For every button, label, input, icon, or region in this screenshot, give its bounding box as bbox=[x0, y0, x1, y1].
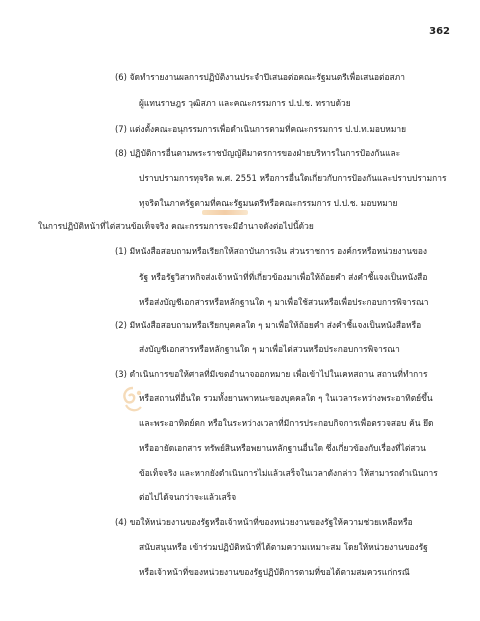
text-line: ต่อไปได้จนกว่าจะแล้วเสร็จ bbox=[139, 492, 237, 502]
text-line: ในการปฏิบัติหน้าที่ไต่สวนข้อเท็จจริง คณะกรรมการจะมีอำนาจดังต่อไปนี้ด้วย bbox=[38, 221, 314, 231]
text-line: หรือสถานที่อื่นใด รวมทั้งยานพาหนะของบุคคลใด ๆ ในเวลาระหว่างพระอาทิตย์ขึ้น bbox=[139, 393, 433, 403]
text-line: และพระอาทิตย์ตก หรือในระหว่างเวลาที่มีการประกอบกิจการเพื่อตรวจสอบ ค้น ยึด bbox=[139, 418, 434, 428]
page-number: 362 bbox=[429, 26, 450, 37]
text-line: ปราบปรามการทุจริต พ.ศ. 2551 หรือการอื่นใดเกี่ยวกับการป้องกันและปราบปรามการ bbox=[139, 173, 447, 183]
text-line: รัฐ หรือรัฐวิสาหกิจส่งเจ้าหน้าที่ที่เกี่ยวข้องมาเพื่อให้ถ้อยคำ ส่งคำชี้แจงเป็นหนังสือ bbox=[139, 272, 428, 282]
text-line: หรือส่งบัญชีเอกสารหรือหลักฐานใด ๆ มาเพื่อใช้สวนหรือเพื่อประกอบการพิจารณา bbox=[139, 297, 429, 307]
text-line: (3) ดำเนินการขอให้ศาลที่มีเขตอำนาจออกหมาย เพื่อเข้าไปในเคหสถาน สถานที่ทำการ bbox=[115, 369, 428, 379]
text-line: หรือเจ้าหน้าที่ของหน่วยงานของรัฐปฏิบัติการตามที่ขอได้ตามสมควรแก่กรณี bbox=[139, 567, 410, 577]
text-line: (1) มีหนังสือสอบถามหรือเรียกให้สถาบันการเงิน ส่วนราชการ องค์กรหรือหน่วยงานของ bbox=[115, 246, 428, 256]
text-line: ข้อเท็จจริง และหากยังดำเนินการไม่แล้วเสร็จในเวลาดังกล่าว ให้สามารถดำเนินการ bbox=[139, 468, 438, 478]
text-line: (8) ปฏิบัติการอื่นตามพระราชบัญญัติมาตรการของฝ่ายบริหารในการป้องกันและ bbox=[115, 148, 401, 158]
text-line: (4) ขอให้หน่วยงานของรัฐหรือเจ้าหน้าที่ของหน่วยงานของรัฐให้ความช่วยเหลือหรือ bbox=[115, 517, 413, 527]
text-line: ส่งบัญชีเอกสารหรือหลักฐานใด ๆ มาเพื่อไต่สวนหรือประกอบการพิจารณา bbox=[139, 344, 400, 354]
watermark-bar bbox=[202, 210, 248, 215]
text-line: (2) มีหนังสือสอบถามหรือเรียกบุคคลใด ๆ มาเพื่อให้ถ้อยคำ ส่งคำชี้แจงเป็นหนังสือหรือ bbox=[115, 320, 422, 330]
text-line: สนับสนุนหรือ เข้าร่วมปฏิบัติหน้าที่ได้ตามความเหมาะสม โดยให้หน่วยงานของรัฐ bbox=[139, 542, 428, 552]
text-line: ผู้แทนราษฎร วุฒิสภา และคณะกรรมการ ป.ป.ช. ทราบด้วย bbox=[139, 98, 351, 108]
text-line: หรืออายัดเอกสาร ทรัพย์สินหรือพยานหลักฐานอื่นใด ซึ่งเกี่ยวข้องกับเรื่องที่ไต่สวน bbox=[139, 443, 426, 453]
text-line: (7) แต่งตั้งคณะอนุกรรมการเพื่อดำเนินการตามที่คณะกรรมการ ป.ป.ท.มอบหมาย bbox=[115, 124, 407, 134]
text-line: (6) จัดทำรายงานผลการปฏิบัติงานประจำปีเสนอต่อคณะรัฐมนตรีเพื่อเสนอต่อสภา bbox=[115, 72, 405, 82]
text-line: ทุจริตในภาครัฐตามที่คณะรัฐมนตรีหรือคณะกรรมการ ป.ป.ช. มอบหมาย bbox=[139, 198, 398, 208]
